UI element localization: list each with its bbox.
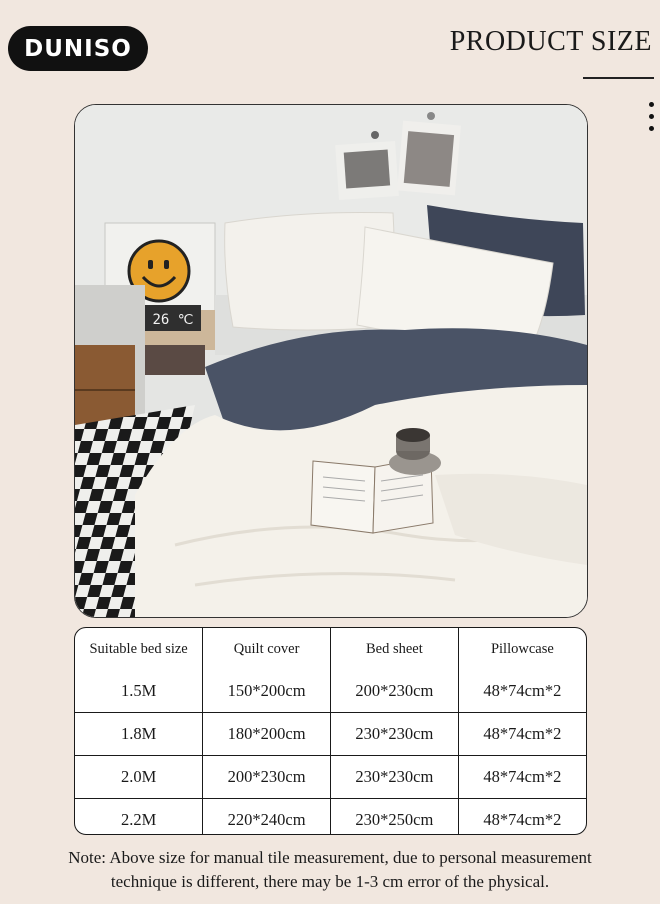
table-row xyxy=(75,756,586,799)
cell-bed-sheet: 200*230cm xyxy=(331,670,459,713)
title-underline xyxy=(583,77,654,79)
table-row xyxy=(75,670,586,713)
cell-pillowcase: 48*74cm*2 xyxy=(458,756,586,799)
table-row xyxy=(75,713,586,756)
note-line-1: Note: Above size for manual tile measurement, due to personal measurement xyxy=(68,848,592,867)
cell-quilt-cover: 180*200cm xyxy=(203,713,331,756)
cell-quilt-cover: 150*200cm xyxy=(203,670,331,713)
cell-pillowcase: 48*74cm*2 xyxy=(458,713,586,756)
table-header-row xyxy=(75,628,586,670)
cell-bed-size: 2.2M xyxy=(75,799,203,836)
cell-bed-size: 2.0M xyxy=(75,756,203,799)
alarm-clock-display: 26 ℃ xyxy=(152,312,194,328)
header-bed-sheet: Bed sheet xyxy=(331,628,459,670)
cell-bed-size: 1.8M xyxy=(75,713,203,756)
cell-quilt-cover: 220*240cm xyxy=(203,799,331,836)
measurement-note xyxy=(10,846,650,894)
cell-bed-sheet: 230*230cm xyxy=(331,756,459,799)
table-row xyxy=(75,799,586,836)
brand-logo-text: DUNISO xyxy=(24,35,132,62)
cell-bed-sheet: 230*230cm xyxy=(331,713,459,756)
cell-pillowcase: 48*74cm*2 xyxy=(458,670,586,713)
cell-pillowcase: 48*74cm*2 xyxy=(483,810,562,829)
note-line-2: technique is different, there may be 1-3 cm error of the physical. xyxy=(110,872,550,891)
cell-bed-sheet: 230*250cm xyxy=(331,799,459,836)
header-quilt-cover: Quilt cover xyxy=(203,628,331,670)
cell-quilt-cover: 200*230cm xyxy=(203,756,331,799)
more-options-icon[interactable] xyxy=(646,102,656,138)
cell-bed-size: 1.5M xyxy=(75,670,203,713)
product-photo xyxy=(74,104,588,618)
page-title: PRODUCT SIZE xyxy=(449,26,652,57)
brand-logo xyxy=(8,26,148,71)
header-bed-size: Suitable bed size xyxy=(75,628,203,670)
header-pillowcase: Pillowcase xyxy=(490,640,554,657)
size-table xyxy=(74,627,587,835)
